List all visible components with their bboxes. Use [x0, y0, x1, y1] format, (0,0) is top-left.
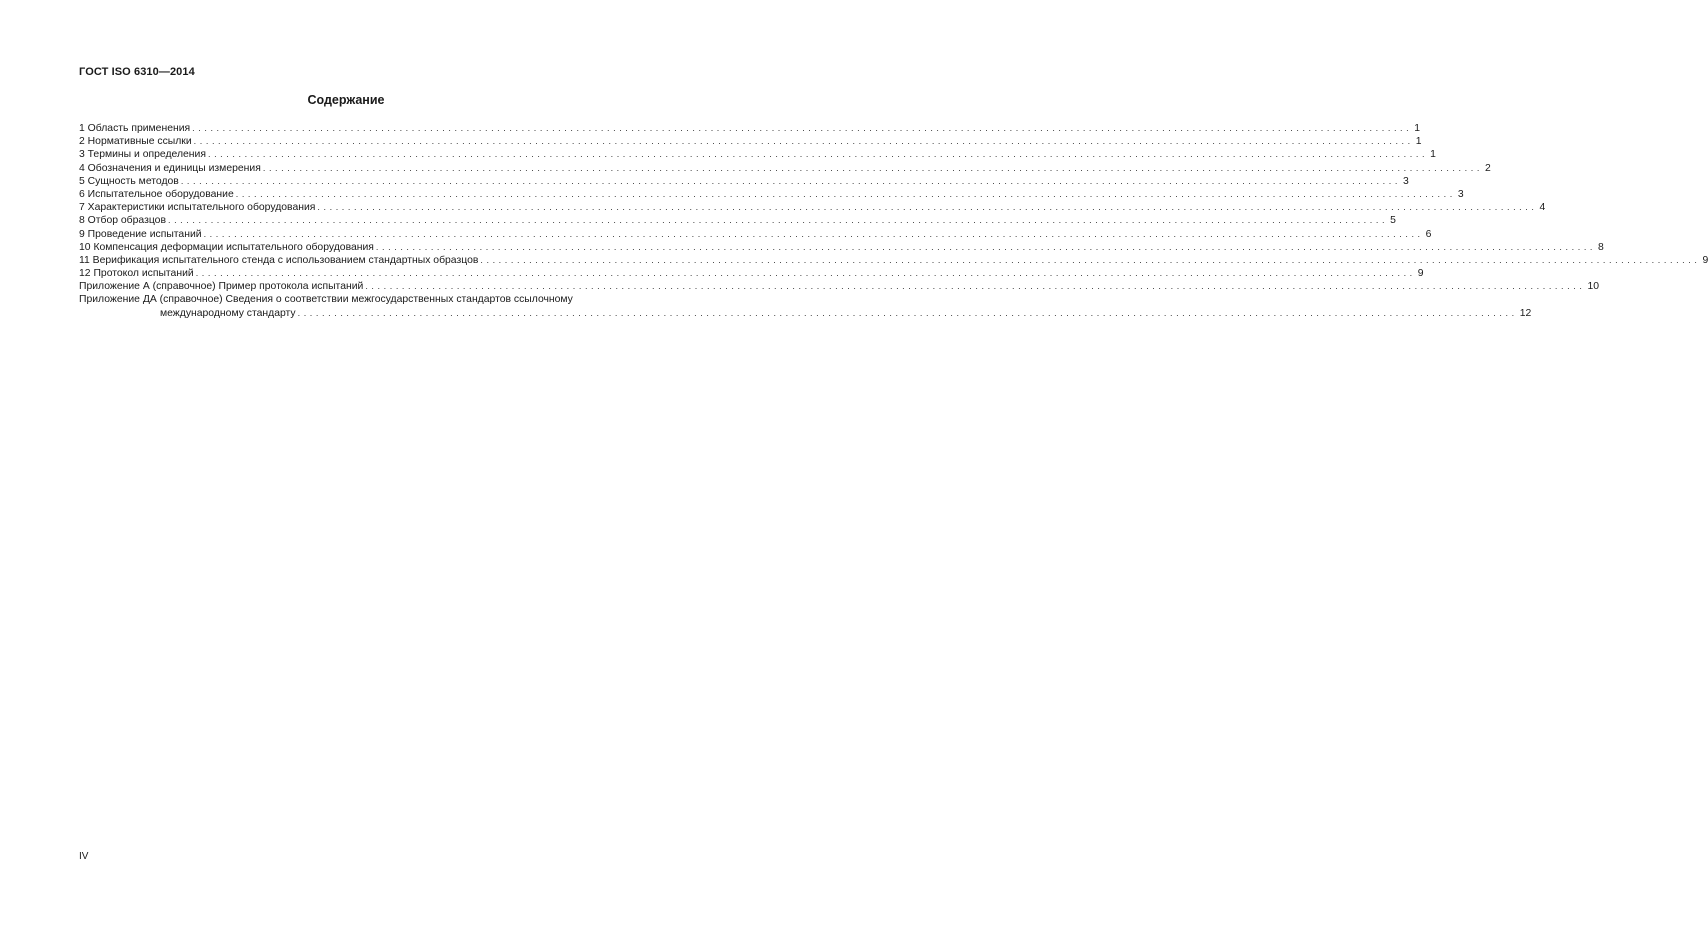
- toc-entry-label: 3 Термины и определения: [79, 149, 206, 161]
- toc-entry-page: 8: [1598, 241, 1604, 253]
- toc-entry-label: 1 Область применения: [79, 123, 191, 134]
- toc-entry-page: 12: [1519, 307, 1532, 319]
- toc-entry-label: 2 Нормативные ссылки: [79, 136, 192, 148]
- toc-entry-page: 3: [1457, 188, 1464, 200]
- toc-entry[interactable]: [79, 254, 1708, 267]
- toc-leader-dots: ........................................................................................................................................................................................................: [262, 162, 1483, 173]
- toc-entry-page: 4: [1539, 202, 1546, 214]
- toc-leader-dots: ........................................................................................................................................................................................................: [192, 123, 1413, 133]
- toc-entry-label: 6 Испытательное оборудование: [79, 188, 234, 200]
- toc-leader-dots: ........................................................................................................................................................................................................: [180, 175, 1401, 186]
- toc-entry-page: 10: [1587, 281, 1599, 293]
- toc-leader-dots: ........................................................................................................................................................................................................: [375, 241, 1597, 252]
- document-id: ГОСТ ISO 6310—2014: [79, 66, 195, 78]
- toc-entry-label: 9 Проведение испытаний: [79, 228, 202, 240]
- toc-entry[interactable]: [79, 162, 1491, 175]
- toc-leader-dots: ........................................................................................................................................................................................................: [167, 215, 1389, 226]
- toc-leader-dots: ........................................................................................................................................................................................................: [203, 228, 1424, 239]
- toc-leader-dots: ........................................................................................................................................................................................................: [297, 307, 1518, 318]
- toc-entry[interactable]: [79, 214, 1396, 227]
- toc-entry-label: международному стандарту: [160, 307, 296, 319]
- toc-entry[interactable]: [79, 280, 1599, 293]
- toc-entry-label: 11 Верификация испытательного стенда с использованием стандартных образцов: [79, 254, 479, 266]
- toc-entry-label: 10 Компенсация деформации испытательного оборудования: [79, 241, 374, 253]
- toc-entry-page: 5: [1390, 215, 1396, 227]
- toc-leader-dots: ........................................................................................................................................................................................................: [195, 268, 1416, 279]
- toc-leader-dots: ........................................................................................................................................................................................................: [207, 149, 1429, 160]
- toc-entry-label: Приложение ДА (справочное) Сведения о соответствии межгосударственных стандартов ссылочному: [79, 294, 573, 306]
- toc-title: Содержание: [307, 93, 385, 107]
- toc-entry[interactable]: [79, 241, 1604, 254]
- toc-entry-appendix-da[interactable]: [79, 293, 614, 306]
- toc-entry[interactable]: [79, 201, 1546, 214]
- toc-leader-dots: ........................................................................................................................................................................................................: [365, 281, 1586, 292]
- toc-entry-page: 1: [1414, 123, 1421, 134]
- toc-leader-dots: ........................................................................................................................................................................................................: [480, 254, 1701, 265]
- toc-leader-dots: ........................................................................................................................................................................................................: [193, 136, 1414, 147]
- toc-leader-dots: ........................................................................................................................................................................................................: [235, 188, 1456, 199]
- toc-entry-label: Приложение А (справочное) Пример протокола испытаний: [79, 281, 364, 293]
- toc-entry-page: 3: [1402, 175, 1409, 187]
- toc-entry-label: 7 Характеристики испытательного оборудования: [79, 202, 316, 214]
- toc-entry-label: 4 Обозначения и единицы измерения: [79, 162, 261, 174]
- toc-entry-label: 12 Протокол испытаний: [79, 268, 194, 280]
- toc-entry[interactable]: [79, 175, 1409, 188]
- toc-entry[interactable]: [79, 148, 1436, 161]
- toc-entry[interactable]: [79, 188, 1464, 201]
- page-number: IV: [79, 851, 89, 862]
- toc-entry-label: 5 Сущность методов: [79, 175, 179, 187]
- toc-entry-label: 8 Отбор образцов: [79, 215, 166, 227]
- toc-entry-page: 1: [1430, 149, 1436, 161]
- toc-entry-page: 9: [1702, 254, 1708, 266]
- toc-entry[interactable]: [79, 228, 1432, 241]
- toc-entry[interactable]: [79, 267, 1424, 280]
- toc-entry-page: 1: [1415, 136, 1422, 148]
- toc-entry[interactable]: [79, 135, 1422, 148]
- toc-entry[interactable]: [79, 122, 1421, 135]
- table-of-contents: [79, 122, 1708, 320]
- toc-leader-dots: ........................................................................................................................................................................................................: [317, 202, 1538, 213]
- toc-entry-page: 2: [1484, 162, 1491, 174]
- toc-entry-page: 6: [1425, 228, 1432, 240]
- toc-entry-page: 9: [1417, 268, 1424, 280]
- toc-entry-appendix-da-continuation[interactable]: [79, 307, 1532, 320]
